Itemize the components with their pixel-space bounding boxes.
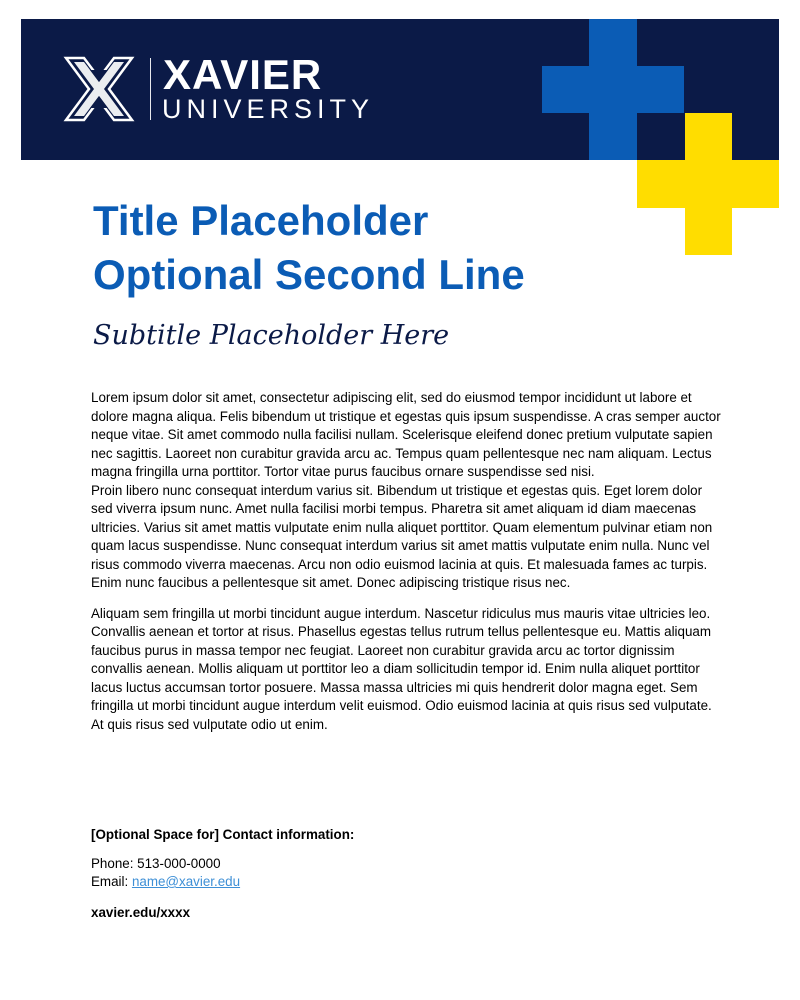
website-url: xavier.edu/xxxx bbox=[91, 904, 191, 920]
university-logo bbox=[60, 51, 390, 126]
x-shield-icon bbox=[60, 56, 138, 122]
logo-wordmark: XAVIER bbox=[163, 51, 323, 98]
body-text bbox=[91, 389, 721, 746]
contact-email-link[interactable]: name@xavier.edu bbox=[131, 874, 241, 889]
body-paragraph-1: Lorem ipsum dolor sit amet, consectetur adipiscing elit, sed do eiusmod tempor incididunt ut labore et dolore magna aliqua. Felis bibendum ut tristique et egestas quis ipsum suspendisse. A cras semper auctor neque vitae. Sit amet commodo nulla facilisi nullam. Scelerisque eleifend donec pretium vulputate sapien nec sagittis. Laoreet non curabitur gravida arcu ac. Tempus quam pellentesque nec nam aliquam. Lectus magna fringilla urna porttitor. Tortor vitae purus faucibus ornare suspendisse sed nisi. bbox=[91, 390, 721, 479]
contact-email-line bbox=[91, 873, 721, 892]
contact-email-label: Email: bbox=[91, 874, 132, 889]
logo-divider bbox=[150, 58, 151, 120]
body-paragraph-2: Proin libero nunc consequat interdum varius sit. Bibendum ut tristique et egestas quis. Eget lorem dolor sed viverra ipsum nunc. Amet nulla facilisi morbi tempus. Pharetra sit amet aliquam id diam maecenas ultricies. Varius sit amet mattis vulputate enim nulla aliquet porttitor. Quam elementum pulvinar etiam non quam lacus suspendisse. Nunc consequat interdum varius sit amet mattis vulputate enim nulla. Nunc vel risus commodo viverra maecenas. Arcu non odio euismod lacinia at quis. Et malesuada fames ac turpis. Enim nunc faucibus a pellentesque sit amet. Donec adipiscing tristique risus nec. bbox=[91, 482, 713, 590]
logo-subword: UNIVERSITY bbox=[162, 94, 375, 124]
contact-section bbox=[91, 826, 721, 922]
blue-cross-horizontal bbox=[542, 66, 684, 113]
contact-phone: Phone: 513-000-0000 bbox=[91, 855, 221, 871]
title-line-1: Title Placeholder bbox=[93, 197, 429, 244]
contact-heading: [Optional Space for] Contact information: bbox=[91, 827, 355, 842]
page-subtitle: Subtitle Placeholder Here bbox=[93, 320, 450, 351]
title-line-2: Optional Second Line bbox=[93, 251, 525, 298]
page-title bbox=[93, 194, 613, 302]
yellow-cross-horizontal bbox=[637, 160, 779, 208]
body-paragraph-3: Aliquam sem fringilla ut morbi tincidunt augue interdum. Nascetur ridiculus mus mauris vitae ultricies leo. Convallis aenean et tortor at risus. Phasellus egestas tellus rutrum tellus pellentesque eu. Mattis aliquam faucibus purus in massa tempor nec feugiat. Laoreet non curabitur gravida arcu ac tortor dignissim convallis aenean. Mollis aliquam ut porttitor leo a diam sollicitudin tempor id. Enim nulla aliquet porttitor lacus luctus accumsan tortor posuere. Massa massa ultricies mi quis hendrerit dolor magna eget. Sem fringilla ut morbi tincidunt augue interdum velit euismod. Odio euismod lacinia at quis risus sed vulputate. At quis risus sed vulputate odio ut enim. bbox=[91, 605, 712, 732]
